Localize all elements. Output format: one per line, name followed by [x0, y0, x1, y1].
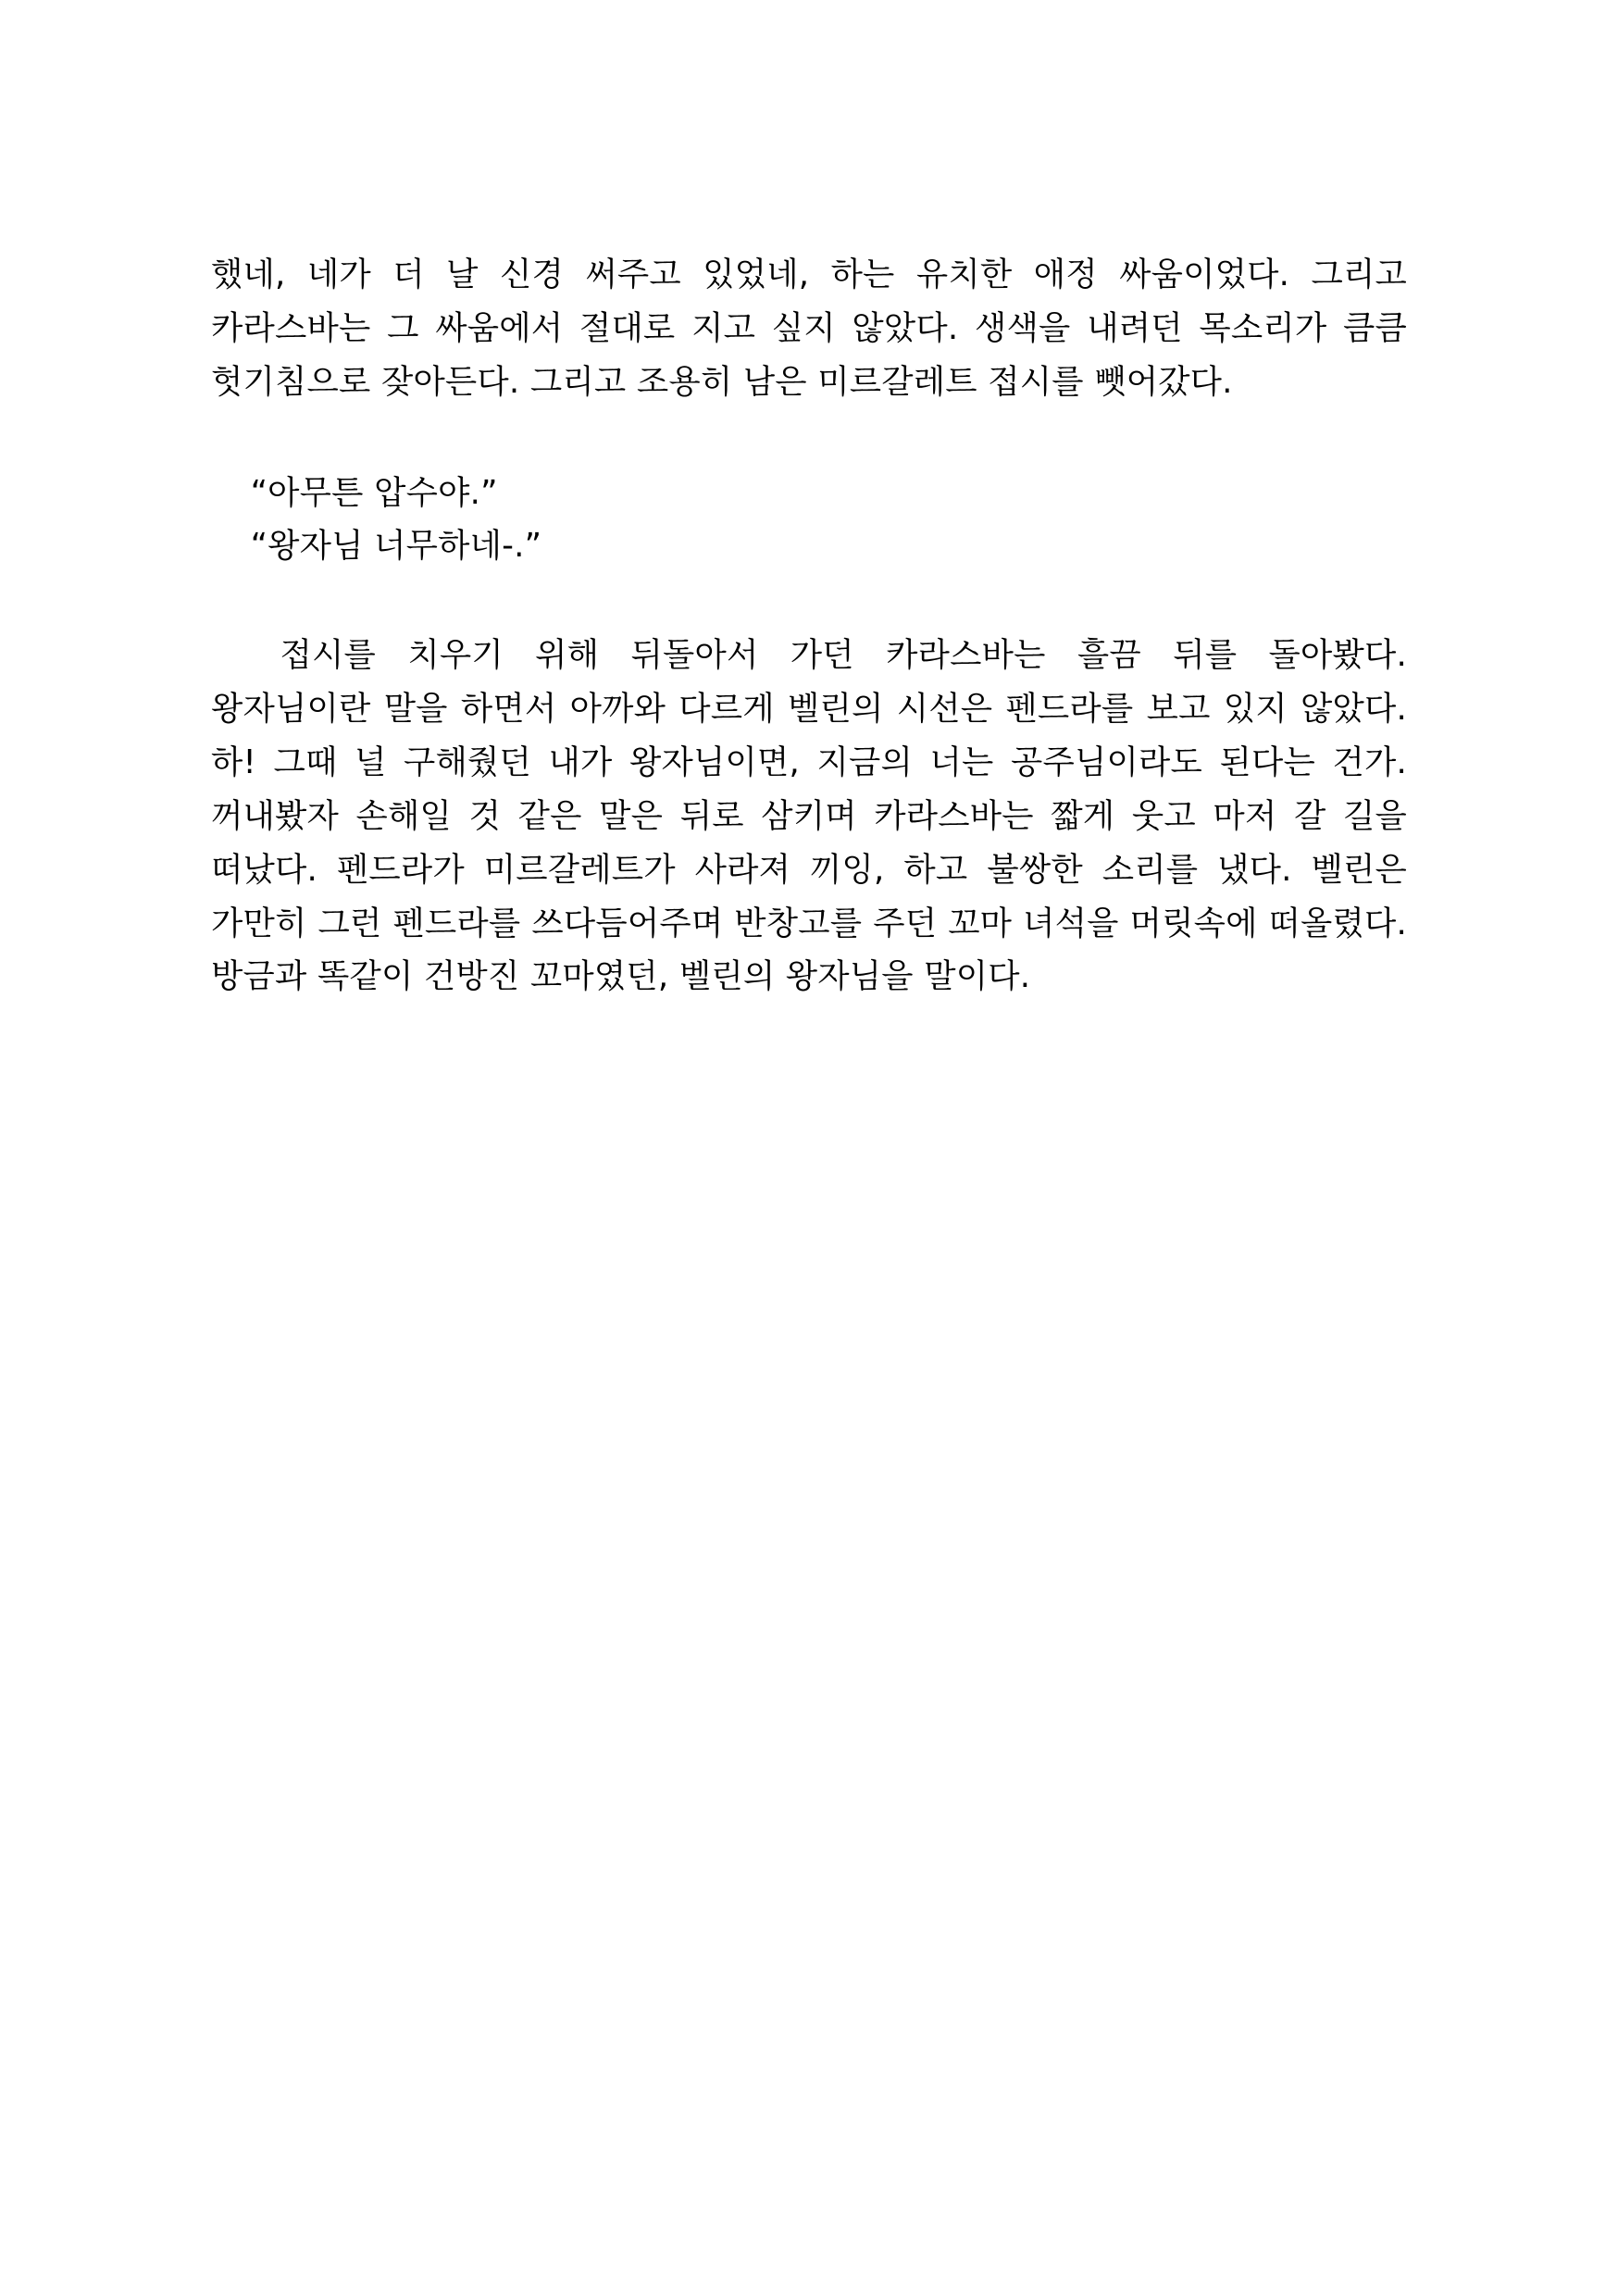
paragraph-1: 했네, 네가 더 날 신경 써주고 있었네, 하는 유치한 애정 싸움이었다. 그리고 카라스바는 그 싸움에서 절대로 지고 싶지 않았다. 생색을 내려던 목소리가 큼큼 헛기침으로 잦아든다. 그리고 조용히 남은 미르갈레트 접시를 뺏어갔다.	[211, 256, 1407, 401]
paragraph-2: 접시를 치우기 위해 뒤돌아서 가던 카라스바는 흘끔 뒤를 돌아봤다. 왕자님이란 말을 하면서 아까와 다르게 벨린의 시선은 펜드라를 보고 있지 않았다. 하! 그때 널 구해줬던 내가 왕자님이면, 지금의 너는 공주님이라도 된다는 건가. 꺼내봤자 손해일 것 같은 말은 뒤로 삼키며 카라스바는 짧게 웃고 마저 갈 길을 떠났다. 펜드라가 미르갈레트가 사라져 끼잉, 하고 불쌍한 소리를 냈다. 벨린은 가만히 그런 펜드라를 쓰다듬어주며 반창고를 주던 꼬마 녀석을 머릿속에 떠올렸다. 방금과 똑같이 건방진 꼬마였던, 벨린의 왕자님을 말이다.	[211, 636, 1407, 996]
page-text-body	[211, 248, 1407, 1004]
dialogue-line-2: “왕자님 너무하네-.”	[250, 527, 542, 566]
dialogue-line-1: “아무튼 압수야.”	[250, 473, 498, 512]
paragraph-gap-1	[211, 409, 1407, 467]
paragraph-gap-2	[211, 573, 1407, 629]
